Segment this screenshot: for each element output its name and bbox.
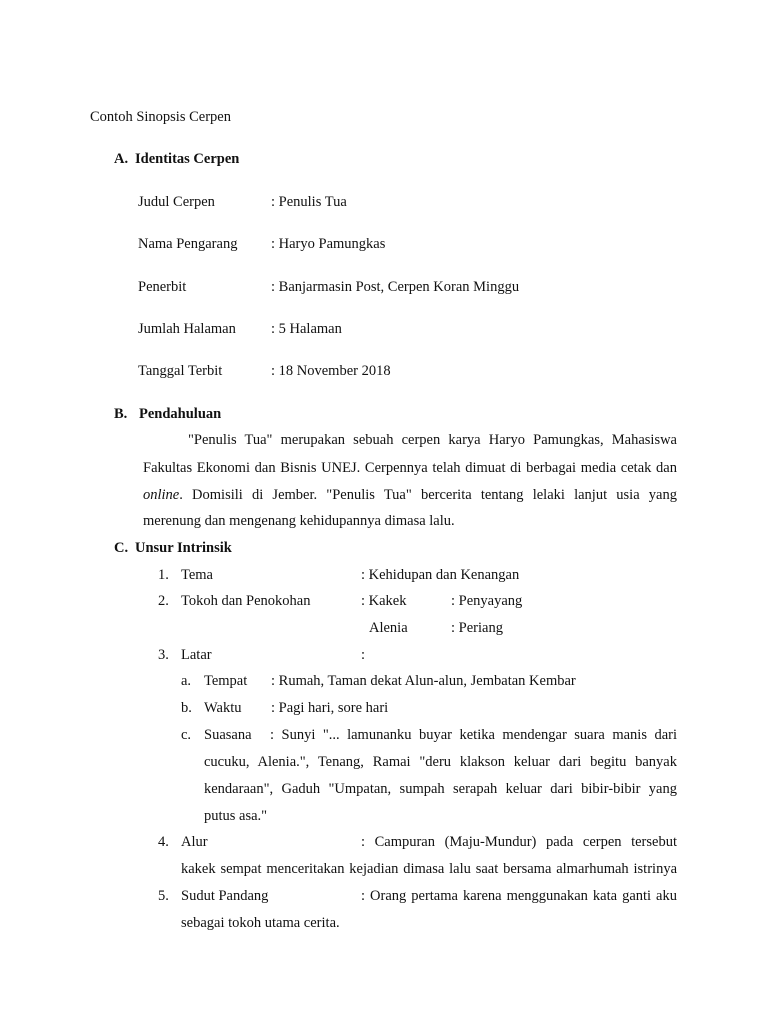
latar-a-letter: a. [181, 673, 192, 689]
section-b-heading: Pendahuluan [139, 406, 222, 422]
item-5-number: 5. [158, 888, 169, 904]
sudut-line-1: : Orang pertama karena menggunakan kata ganti aku [361, 888, 677, 904]
italic-online: online [143, 487, 180, 503]
latar-c-letter: c. [181, 727, 192, 743]
item-4-label: Alur [181, 834, 208, 850]
identity-value-pengarang: : Haryo Pamungkas [271, 236, 386, 252]
section-c-heading: Unsur Intrinsik [135, 540, 232, 556]
identity-label-judul: Judul Cerpen [138, 194, 215, 210]
item-2-label: Tokoh dan Penokohan [181, 593, 311, 609]
item-2-number: 2. [158, 593, 169, 609]
sudut-line-2: sebagai tokoh utama cerita. [181, 915, 340, 931]
item-3-label: Latar [181, 647, 212, 663]
identity-label-tanggal: Tanggal Terbit [138, 363, 223, 379]
intro-line-3 [143, 486, 677, 504]
identity-label-halaman: Jumlah Halaman [138, 321, 236, 337]
item-3-colon: : [361, 647, 366, 663]
item-4-number: 4. [158, 834, 169, 850]
identity-value-judul: : Penulis Tua [271, 194, 347, 210]
tokoh-kakek-trait: : Penyayang [451, 593, 523, 609]
suasana-line-4: putus asa." [204, 808, 268, 824]
section-b-marker: B. [114, 406, 128, 422]
section-c-marker: C. [114, 540, 129, 556]
intro-line-4: merenung dan mengenang kehidupannya dimasa lalu. [143, 513, 455, 529]
identity-label-penerbit: Penerbit [138, 279, 187, 295]
document-title: Contoh Sinopsis Cerpen [90, 109, 231, 125]
latar-b-label: Waktu [204, 700, 242, 716]
suasana-line-2: cucuku, Alenia.", Tenang, Ramai "deru klakson keluar dari begitu banyak [204, 754, 677, 770]
intro-line-2: Fakultas Ekonomi dan Bisnis UNEJ. Cerpennya telah dimuat di berbagai media cetak dan [143, 460, 677, 476]
latar-a-value: : Rumah, Taman dekat Alun-alun, Jembatan Kembar [271, 673, 576, 689]
identity-label-pengarang: Nama Pengarang [138, 236, 238, 252]
section-a-heading: Identitas Cerpen [135, 151, 240, 167]
identity-value-halaman: : 5 Halaman [271, 321, 342, 337]
tokoh-alenia-trait: : Periang [451, 620, 503, 636]
latar-c-label: Suasana [204, 727, 252, 743]
tokoh-kakek-name: : Kakek [361, 593, 407, 609]
alur-line-2: kakek sempat menceritakan kejadian dimasa lalu saat bersama almarhumah istrinya [181, 861, 677, 877]
intro-line-3-rest: . Domisili di Jember. "Penulis Tua" bercerita tentang lelaki lanjut usia yang [179, 487, 677, 503]
latar-a-label: Tempat [204, 673, 248, 689]
suasana-line-3: kendaraan", Gaduh "Umpatan, sumpah serapah keluar dari bibir-bibir yang [204, 781, 677, 797]
identity-value-tanggal: : 18 November 2018 [271, 363, 391, 379]
item-1-value: : Kehidupan dan Kenangan [361, 567, 520, 583]
item-1-number: 1. [158, 567, 169, 583]
item-5-label: Sudut Pandang [181, 888, 269, 904]
latar-b-value: : Pagi hari, sore hari [271, 700, 389, 716]
item-3-number: 3. [158, 647, 169, 663]
latar-b-letter: b. [181, 700, 192, 716]
tokoh-alenia-name: Alenia [369, 620, 408, 636]
identity-value-penerbit: : Banjarmasin Post, Cerpen Koran Minggu [271, 279, 520, 295]
item-1-label: Tema [181, 567, 213, 583]
intro-line-1: "Penulis Tua" merupakan sebuah cerpen karya Haryo Pamungkas, Mahasiswa [188, 432, 677, 448]
alur-line-1: : Campuran (Maju-Mundur) pada cerpen tersebut [361, 834, 677, 850]
section-a-marker: A. [114, 151, 129, 167]
suasana-line-1: : Sunyi "... lamunanku buyar ketika mendengar suara manis dari [270, 727, 677, 743]
